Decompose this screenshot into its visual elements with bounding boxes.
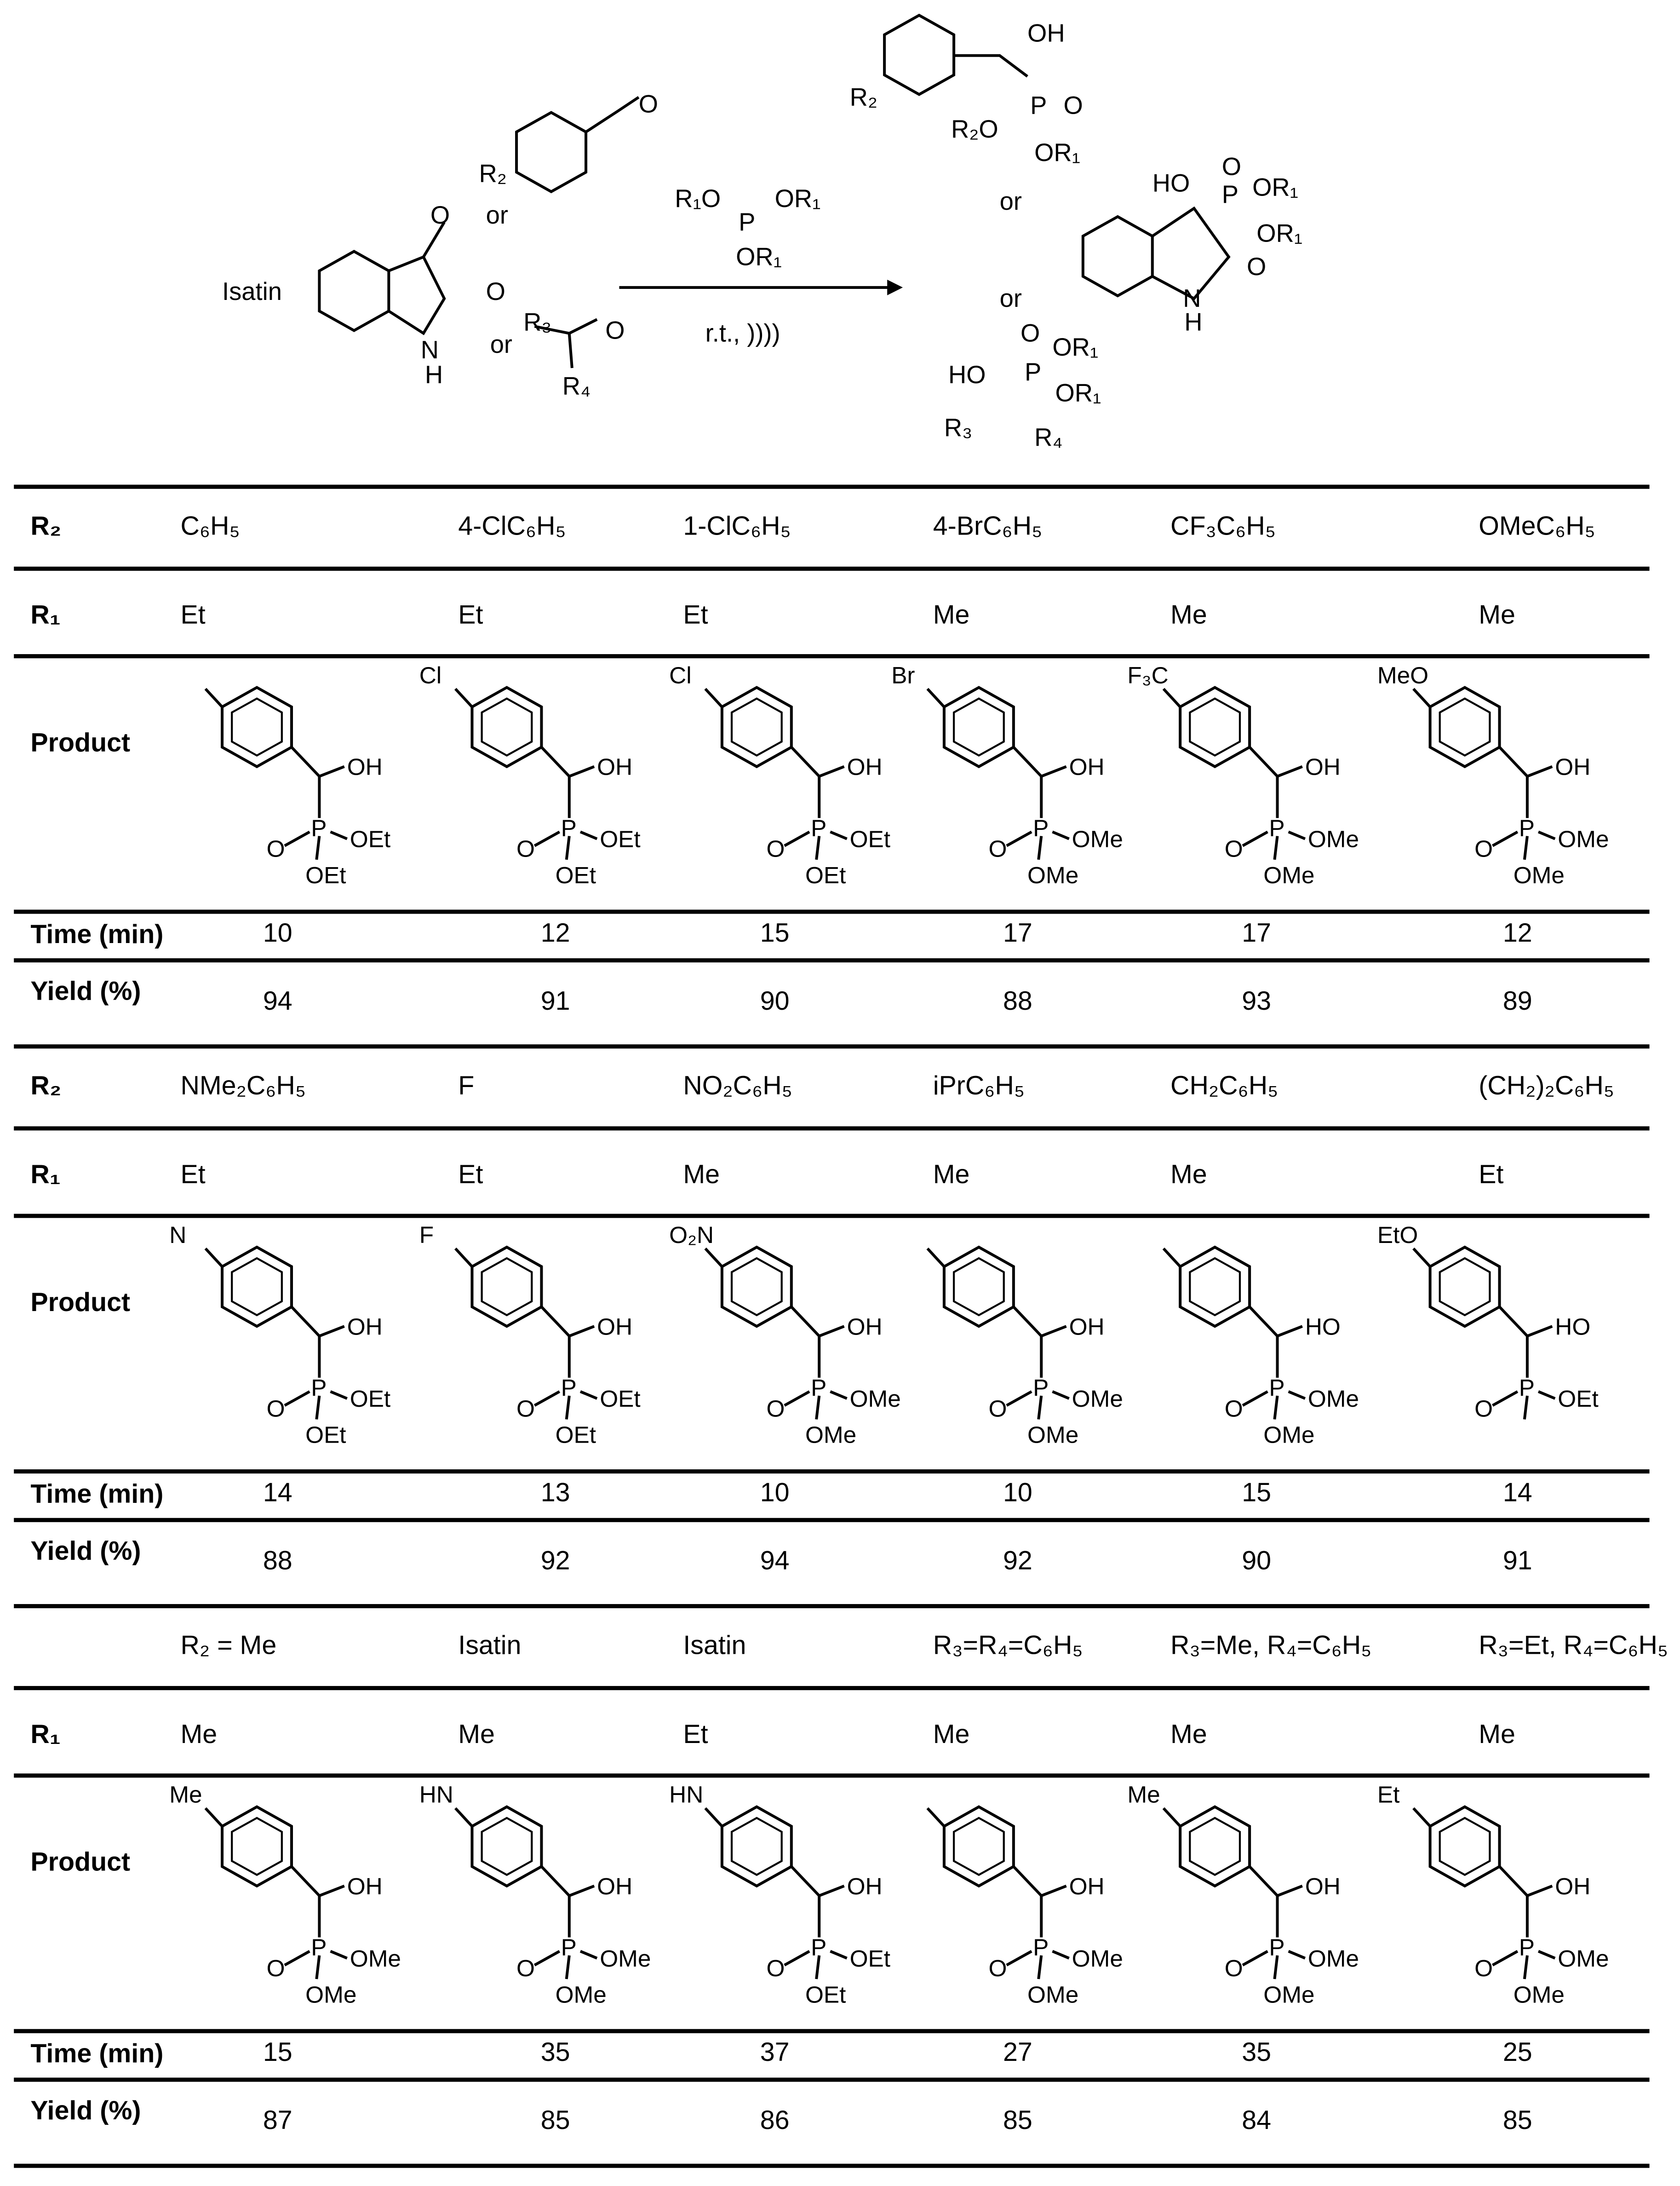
p2-or1b: OR₁ — [1256, 219, 1303, 247]
ester-group-label: OMe — [1513, 1981, 1565, 2008]
phosphorus-label: P — [561, 1934, 577, 1961]
table-rule — [14, 1469, 1649, 1473]
row-label-product: Product — [30, 1289, 131, 1318]
ester-group-label: OMe — [849, 1386, 901, 1412]
phosphoryl-o-label: O — [1224, 1395, 1243, 1422]
substituent-label: Cl — [669, 662, 692, 689]
ester-group-label: OMe — [1558, 1945, 1609, 1972]
ester-group-label: OEt — [805, 862, 846, 889]
row-label-header: R₂ — [30, 512, 62, 542]
phosphoryl-o-label: O — [1224, 835, 1243, 862]
yield-value: 93 — [1242, 987, 1272, 1017]
phosphorus-label: P — [1269, 815, 1285, 841]
yield-value: 90 — [1242, 1547, 1272, 1576]
ester-group-label: OEt — [555, 1421, 596, 1448]
row-label-r1: R₁ — [30, 601, 61, 631]
time-value: 17 — [1242, 919, 1272, 949]
row-label-r1: R₁ — [30, 1720, 61, 1750]
hydrogen-label: H — [424, 361, 443, 389]
phosphoryl-o-label: O — [516, 835, 535, 862]
or-label: or — [999, 284, 1022, 313]
table-rule — [14, 1686, 1649, 1690]
header-value: CH₂C₆H₅ — [1170, 1072, 1279, 1102]
r2-label: R₂ — [479, 160, 507, 188]
product-structure — [1124, 658, 1382, 905]
product-structure — [666, 658, 923, 905]
phosphorus-label: P — [1033, 1375, 1049, 1401]
reagent-bottom: OR₁ — [736, 243, 782, 271]
r1-value: Me — [933, 1720, 970, 1750]
ester-group-label: OMe — [350, 1945, 401, 1972]
p2-n: N — [1183, 284, 1201, 313]
r1-value: Et — [683, 1720, 708, 1750]
hydroxyl-label: HO — [1305, 1313, 1341, 1340]
p1-or1: OR₁ — [1034, 138, 1081, 167]
substituent-label: EtO — [1377, 1222, 1418, 1248]
ester-group-label: OEt — [350, 826, 391, 852]
yield-value: 85 — [1502, 2106, 1532, 2136]
ester-group-label: OMe — [1307, 1386, 1359, 1412]
hydroxyl-label: OH — [1555, 1873, 1591, 1899]
r1-value: Me — [1170, 1720, 1207, 1750]
hydroxyl-label: OH — [347, 1313, 383, 1340]
phosphoryl-o-label: O — [1474, 1955, 1493, 1982]
r4-label: R₄ — [562, 372, 591, 400]
p1-oh: OH — [1027, 19, 1065, 47]
phosphoryl-o-label: O — [266, 1955, 285, 1982]
conditions-label: r.t., )))) — [705, 319, 780, 347]
hydroxyl-label: OH — [597, 754, 633, 780]
row-label-yield: Yield (%) — [30, 2097, 141, 2127]
p3-ho: HO — [948, 361, 986, 389]
table-rule — [14, 958, 1649, 962]
table-rule — [14, 1518, 1649, 1522]
r1-value: Me — [683, 1161, 720, 1191]
nitrogen-label: N — [420, 336, 439, 364]
ester-group-label: OEt — [849, 1945, 891, 1972]
time-value: 35 — [540, 2038, 570, 2068]
phosphoryl-o-label: O — [766, 835, 785, 862]
header-value: NO₂C₆H₅ — [683, 1072, 792, 1102]
ester-group-label: OEt — [600, 826, 641, 852]
hydroxyl-label: OH — [847, 754, 883, 780]
yield-value: 84 — [1242, 2106, 1272, 2136]
hydroxyl-label: OH — [1305, 754, 1341, 780]
p3-r4: R₄ — [1034, 423, 1063, 452]
substituent-label: Et — [1377, 1781, 1400, 1808]
or-label: or — [486, 201, 509, 230]
product-structure — [1375, 658, 1632, 905]
hydroxyl-label: OH — [847, 1873, 883, 1899]
r1-value: Me — [1479, 601, 1515, 631]
row-label-yield: Yield (%) — [30, 978, 141, 1007]
phosphoryl-o-label: O — [988, 1955, 1007, 1982]
substituent-label: HN — [419, 1781, 453, 1808]
ester-group-label: OEt — [305, 1421, 346, 1448]
r1-value: Me — [1479, 1720, 1515, 1750]
time-value: 25 — [1502, 2038, 1532, 2068]
substituent-label: F — [419, 1222, 434, 1248]
hydroxyl-label: OH — [847, 1313, 883, 1340]
table-rule — [14, 1214, 1649, 1218]
header-value: 4-BrC₆H₅ — [933, 512, 1043, 542]
reagent-p: P — [739, 208, 756, 236]
row-label-product: Product — [30, 729, 131, 759]
reagent-left: R₁O — [675, 184, 721, 213]
product-structure — [417, 658, 674, 905]
phosphoryl-o-label: O — [988, 835, 1007, 862]
phosphorus-label: P — [1519, 1934, 1535, 1961]
r1-value: Me — [458, 1720, 495, 1750]
product-structure — [1375, 1218, 1632, 1465]
row-label-time: Time (min) — [30, 1480, 164, 1510]
ester-group-label: OMe — [305, 1981, 357, 2008]
reagent-right: OR₁ — [774, 184, 821, 213]
ester-group-label: OEt — [600, 1386, 641, 1412]
row-label-time: Time (min) — [30, 920, 164, 950]
p1-p: P — [1030, 92, 1047, 120]
p3-or1a: OR₁ — [1052, 333, 1099, 361]
table-rule — [14, 2164, 1649, 2168]
product-structure — [1124, 1218, 1382, 1465]
product-structure — [666, 1778, 923, 2025]
time-value: 10 — [760, 1479, 790, 1508]
ester-group-label: OMe — [1263, 1981, 1315, 2008]
phosphorus-label: P — [1033, 815, 1049, 841]
r1-value: Me — [933, 1161, 970, 1191]
product-structure — [889, 658, 1146, 905]
hydroxyl-label: OH — [1069, 1313, 1105, 1340]
row-label-product: Product — [30, 1848, 131, 1878]
p2-or1a: OR₁ — [1252, 173, 1299, 201]
header-value: 1-ClC₆H₅ — [683, 512, 791, 542]
phosphoryl-o-label: O — [1474, 835, 1493, 862]
product-structure — [166, 658, 424, 905]
isatin-label: Isatin — [222, 277, 282, 306]
table-rule — [14, 909, 1649, 914]
p2-ho: HO — [1152, 169, 1190, 197]
product-structure — [1124, 1778, 1382, 2025]
time-value: 12 — [1502, 919, 1532, 949]
table-rule — [14, 1044, 1649, 1048]
ester-group-label: OMe — [1558, 826, 1609, 852]
p2-o: O — [1221, 153, 1242, 181]
isatin-oxo-label: O — [430, 201, 450, 230]
phosphorus-label: P — [1269, 1934, 1285, 1961]
ester-group-label: OMe — [1072, 826, 1123, 852]
phosphorus-label: P — [311, 815, 327, 841]
ester-group-label: OMe — [1072, 1386, 1123, 1412]
ester-group-label: OMe — [1307, 1945, 1359, 1972]
substituent-label: O₂N — [669, 1222, 714, 1248]
hydroxyl-label: OH — [347, 754, 383, 780]
r1-value: Et — [458, 1161, 483, 1191]
phosphoryl-o-label: O — [516, 1395, 535, 1422]
row-label-yield: Yield (%) — [30, 1537, 141, 1567]
or-label: or — [490, 330, 513, 358]
p3-p: P — [1025, 358, 1042, 386]
product-structure — [889, 1218, 1146, 1465]
substituent-label: Cl — [419, 662, 442, 689]
time-value: 15 — [760, 919, 790, 949]
phosphoryl-o-label: O — [988, 1395, 1007, 1422]
r1-value: Et — [1479, 1161, 1504, 1191]
hydroxyl-label: OH — [1069, 1873, 1105, 1899]
header-value: Isatin — [683, 1632, 746, 1661]
header-value: iPrC₆H₅ — [933, 1072, 1025, 1102]
product-structure — [1375, 1778, 1632, 2025]
time-value: 10 — [1003, 1479, 1032, 1508]
header-value: NMe₂C₆H₅ — [180, 1072, 306, 1102]
hydroxyl-label: OH — [1305, 1873, 1341, 1899]
p3-or1b: OR₁ — [1055, 379, 1101, 407]
yield-value: 90 — [760, 987, 790, 1017]
product-structure — [889, 1778, 1146, 2025]
table-rule — [14, 1604, 1649, 1608]
ester-group-label: OMe — [1027, 862, 1079, 889]
ester-group-label: OMe — [555, 1981, 607, 2008]
table-rule — [14, 485, 1649, 489]
ester-group-label: OEt — [305, 862, 346, 889]
phosphorus-label: P — [311, 1934, 327, 1961]
header-value: R₃=Et, R₄=C₆H₅ — [1479, 1632, 1669, 1661]
phosphorus-label: P — [811, 1375, 827, 1401]
header-value: OMeC₆H₅ — [1479, 512, 1595, 542]
time-value: 17 — [1003, 919, 1032, 949]
substituent-label: Br — [891, 662, 915, 689]
ester-group-label: OEt — [555, 862, 596, 889]
r1-value: Et — [180, 601, 206, 631]
ester-group-label: OMe — [1027, 1421, 1079, 1448]
phosphorus-label: P — [1269, 1375, 1285, 1401]
p3-o: O — [1020, 319, 1040, 347]
or-label: or — [999, 187, 1022, 215]
isatin-oxo-label: O — [486, 277, 505, 306]
r1-value: Me — [1170, 1161, 1207, 1191]
phosphoryl-o-label: O — [766, 1395, 785, 1422]
aldehyde-o-label: O — [638, 90, 659, 118]
yield-value: 89 — [1502, 987, 1532, 1017]
substituent-label: F₃C — [1127, 662, 1169, 689]
ester-group-label: OMe — [1263, 1421, 1315, 1448]
yield-value: 87 — [263, 2106, 292, 2136]
time-value: 14 — [1502, 1479, 1532, 1508]
hydroxyl-label: OH — [597, 1313, 633, 1340]
r3-label: R₃ — [523, 308, 552, 336]
yield-value: 85 — [1003, 2106, 1032, 2136]
substituent-label: MeO — [1377, 662, 1429, 689]
yield-value: 86 — [760, 2106, 790, 2136]
phosphorus-label: P — [811, 1934, 827, 1961]
phosphorus-label: P — [561, 815, 577, 841]
phosphoryl-o-label: O — [266, 1395, 285, 1422]
ester-group-label: OMe — [1072, 1945, 1123, 1972]
table-rule — [14, 654, 1649, 658]
substituent-label: HN — [669, 1781, 704, 1808]
ester-group-label: OEt — [805, 1981, 846, 2008]
r1-value: Et — [458, 601, 483, 631]
yield-value: 92 — [540, 1547, 570, 1576]
header-value: R₃=Me, R₄=C₆H₅ — [1170, 1632, 1372, 1661]
yield-value: 91 — [540, 987, 570, 1017]
phosphoryl-o-label: O — [266, 835, 285, 862]
p1-o: O — [1063, 92, 1083, 120]
phosphorus-label: P — [1519, 1375, 1535, 1401]
table-rule — [14, 2077, 1649, 2082]
p3-r3: R₃ — [944, 414, 973, 442]
ester-group-label: OMe — [600, 1945, 651, 1972]
hydroxyl-label: OH — [347, 1873, 383, 1899]
phosphoryl-o-label: O — [1224, 1955, 1243, 1982]
time-value: 27 — [1003, 2038, 1032, 2068]
header-value: C₆H₅ — [180, 512, 240, 542]
time-value: 37 — [760, 2038, 790, 2068]
time-value: 35 — [1242, 2038, 1272, 2068]
yield-value: 92 — [1003, 1547, 1032, 1576]
time-value: 13 — [540, 1479, 570, 1508]
ester-group-label: OMe — [1307, 826, 1359, 852]
table-rule — [14, 1126, 1649, 1130]
product-structure — [166, 1778, 424, 2025]
phosphorus-label: P — [1033, 1934, 1049, 1961]
r1-value: Me — [180, 1720, 218, 1750]
p1-r2: R₂ — [849, 83, 878, 111]
substituent-label: N — [169, 1222, 187, 1248]
hydroxyl-label: OH — [1069, 754, 1105, 780]
r1-value: Et — [180, 1161, 206, 1191]
ester-group-label: OEt — [1558, 1386, 1599, 1412]
phosphoryl-o-label: O — [1474, 1395, 1493, 1422]
p1-r2o: R₂O — [951, 115, 998, 143]
yield-value: 94 — [760, 1547, 790, 1576]
time-value: 15 — [1242, 1479, 1272, 1508]
header-value: 4-ClC₆H₅ — [458, 512, 566, 542]
ketone-o-label: O — [605, 316, 625, 345]
header-value: Isatin — [458, 1632, 522, 1661]
ester-group-label: OMe — [805, 1421, 857, 1448]
yield-value: 85 — [540, 2106, 570, 2136]
phosphorus-label: P — [1519, 815, 1535, 841]
p2-o2: O — [1247, 253, 1267, 281]
scheme-bonds — [0, 0, 1680, 472]
r1-value: Me — [1170, 601, 1207, 631]
substituent-label: Me — [169, 1781, 202, 1808]
row-label-r1: R₁ — [30, 1161, 61, 1191]
phosphoryl-o-label: O — [766, 1955, 785, 1982]
r1-value: Et — [683, 601, 708, 631]
header-value: R₂ = Me — [180, 1632, 277, 1661]
product-structure — [417, 1218, 674, 1465]
time-value: 10 — [263, 919, 292, 949]
row-label-time: Time (min) — [30, 2040, 164, 2070]
ester-group-label: OEt — [350, 1386, 391, 1412]
header-value: (CH₂)₂C₆H₅ — [1479, 1072, 1614, 1102]
ester-group-label: OMe — [1513, 862, 1565, 889]
header-value: F — [458, 1072, 475, 1102]
hydroxyl-label: OH — [1555, 754, 1591, 780]
phosphorus-label: P — [811, 815, 827, 841]
substituent-label: Me — [1127, 1781, 1160, 1808]
time-value: 14 — [263, 1479, 292, 1508]
yield-value: 91 — [1502, 1547, 1532, 1576]
row-label-header: R₂ — [30, 1072, 62, 1102]
phosphorus-label: P — [311, 1375, 327, 1401]
r1-value: Me — [933, 601, 970, 631]
table-rule — [14, 1773, 1649, 1778]
product-structure — [417, 1778, 674, 2025]
product-structure — [166, 1218, 424, 1465]
phosphoryl-o-label: O — [516, 1955, 535, 1982]
yield-value: 88 — [1003, 987, 1032, 1017]
ester-group-label: OEt — [849, 826, 891, 852]
time-value: 15 — [263, 2038, 292, 2068]
ester-group-label: OMe — [1263, 862, 1315, 889]
yield-value: 94 — [263, 987, 292, 1017]
table-rule — [14, 567, 1649, 571]
phosphorus-label: P — [561, 1375, 577, 1401]
yield-value: 88 — [263, 1547, 292, 1576]
hydroxyl-label: OH — [597, 1873, 633, 1899]
header-value: R₃=R₄=C₆H₅ — [933, 1632, 1083, 1661]
ester-group-label: OMe — [1027, 1981, 1079, 2008]
header-value: CF₃C₆H₅ — [1170, 512, 1276, 542]
time-value: 12 — [540, 919, 570, 949]
hydroxyl-label: HO — [1555, 1313, 1591, 1340]
product-structure — [666, 1218, 923, 1465]
p2-h: H — [1184, 308, 1203, 336]
table-rule — [14, 2029, 1649, 2033]
p2-p: P — [1221, 180, 1238, 208]
